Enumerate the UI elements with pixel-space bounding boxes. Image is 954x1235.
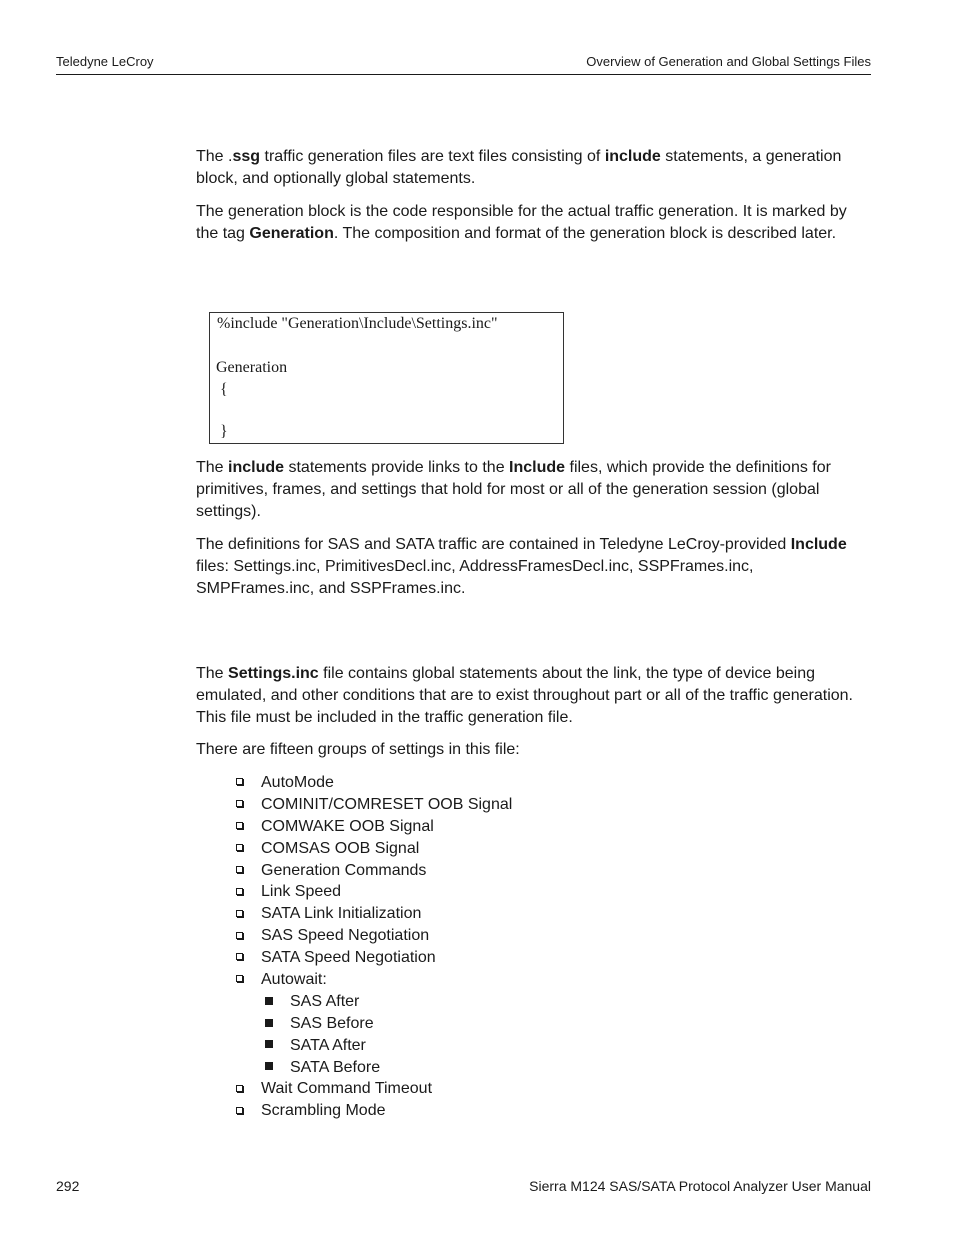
checkbox-bullet-icon	[236, 932, 243, 939]
list-item-label: Wait Command Timeout	[261, 1080, 433, 1098]
page-footer	[56, 1177, 871, 1197]
include-paragraph-2	[196, 534, 868, 600]
list-item	[236, 1100, 512, 1122]
list-item-label: Generation Commands	[261, 861, 427, 879]
text-run: statements, a generation block, and optionally global statements.	[196, 148, 842, 187]
list-item	[236, 860, 512, 882]
checkbox-bullet-icon	[236, 1085, 243, 1092]
list-item-label: SAS Speed Negotiation	[261, 927, 430, 945]
settings-paragraph-2: There are fifteen groups of settings in this file:	[196, 741, 520, 758]
list-item	[236, 794, 512, 816]
code-example-box	[209, 312, 564, 444]
include-paragraph-1	[196, 457, 868, 523]
list-item-label: Autowait:	[261, 971, 327, 989]
square-bullet-icon	[265, 997, 273, 1005]
text-run: The	[196, 665, 229, 682]
bold-term: Generation	[249, 225, 334, 242]
list-item-label: SAS After	[290, 992, 360, 1010]
sub-list-item	[236, 1035, 512, 1057]
text-run: The .	[196, 148, 233, 165]
list-item-label: COMWAKE OOB Signal	[261, 817, 434, 835]
intro-paragraph-1	[196, 146, 868, 190]
list-item-label: SATA Before	[290, 1058, 381, 1076]
list-item	[236, 947, 512, 969]
text-run: statements provide links to the	[284, 459, 510, 476]
list-item-label: SATA After	[290, 1036, 366, 1054]
code-generation-line: Generation	[216, 359, 288, 376]
checkbox-bullet-icon	[236, 844, 243, 851]
list-item-label: Link Speed	[261, 883, 342, 901]
list-item	[236, 1078, 512, 1100]
settings-groups-list	[236, 772, 512, 1122]
list-item	[236, 903, 512, 925]
sub-list-item	[236, 1057, 512, 1079]
sub-list-item	[236, 991, 512, 1013]
page-header	[56, 52, 871, 75]
settings-paragraph-1	[196, 663, 868, 729]
text-run: . The composition and format of the generation block is described later.	[333, 225, 837, 242]
text-run: The definitions for SAS and SATA traffic are contained in Teledyne LeCroy-provided	[196, 536, 791, 553]
checkbox-bullet-icon	[236, 910, 243, 917]
bold-term: Settings.inc	[228, 665, 319, 682]
checkbox-bullet-icon	[236, 888, 243, 895]
text-run: file contains global statements about the link, the type of device being emulated, and other conditions that are to exist throughout part or all of the traffic generation. This file must be included in the traffic generation file.	[196, 665, 853, 726]
checkbox-bullet-icon	[236, 1107, 243, 1114]
sub-list-item	[236, 1013, 512, 1035]
list-item-label: COMINIT/COMRESET OOB Signal	[261, 795, 513, 813]
checkbox-bullet-icon	[236, 975, 243, 982]
manual-title: Sierra M124 SAS/SATA Protocol Analyzer User Manual	[529, 1178, 871, 1194]
checkbox-bullet-icon	[236, 778, 243, 785]
list-item	[236, 772, 512, 794]
bold-term: include	[604, 148, 661, 165]
page-number: 292	[56, 1178, 80, 1194]
list-item-label: SAS Before	[290, 1014, 374, 1032]
list-item	[236, 838, 512, 860]
checkbox-bullet-icon	[236, 866, 243, 873]
text-run: The	[196, 459, 229, 476]
code-open-brace: {	[220, 381, 228, 398]
list-item	[236, 925, 512, 947]
header-company: Teledyne LeCroy	[56, 54, 154, 69]
text-run: The generation block is the code responsible for the actual traffic generation. It is marked by the tag	[196, 203, 847, 242]
text-run: traffic generation files are text files consisting of	[260, 148, 605, 165]
checkbox-bullet-icon	[236, 800, 243, 807]
list-item	[236, 969, 512, 991]
list-item	[236, 881, 512, 903]
bold-term: include	[228, 459, 285, 476]
list-item-label: SATA Speed Negotiation	[261, 949, 436, 967]
square-bullet-icon	[265, 1062, 273, 1070]
bold-term: ssg	[232, 148, 261, 165]
list-item-label: Scrambling Mode	[261, 1102, 386, 1120]
checkbox-bullet-icon	[236, 953, 243, 960]
bold-term: Include	[790, 536, 847, 553]
list-item-label: COMSAS OOB Signal	[261, 839, 420, 857]
square-bullet-icon	[265, 1040, 273, 1048]
list-item-label: AutoMode	[261, 774, 334, 791]
code-include-line: %include "Generation\Include\Settings.inc"	[217, 315, 498, 332]
header-section-title: Overview of Generation and Global Settings Files	[586, 54, 871, 69]
intro-paragraph-2	[196, 201, 868, 245]
list-item	[236, 816, 512, 838]
text-run: files: Settings.inc, PrimitivesDecl.inc, AddressFramesDecl.inc, SSPFrames.inc, SMPFrames.inc, and SSPFrames.inc.	[196, 558, 754, 597]
list-item-label: SATA Link Initialization	[261, 905, 422, 923]
checkbox-bullet-icon	[236, 822, 243, 829]
bold-term: Include	[509, 459, 566, 476]
text-run: files, which provide the definitions for primitives, frames, and settings that hold for most or all of the generation session (global settings).	[196, 459, 831, 520]
square-bullet-icon	[265, 1019, 273, 1027]
code-close-brace: }	[220, 423, 228, 440]
